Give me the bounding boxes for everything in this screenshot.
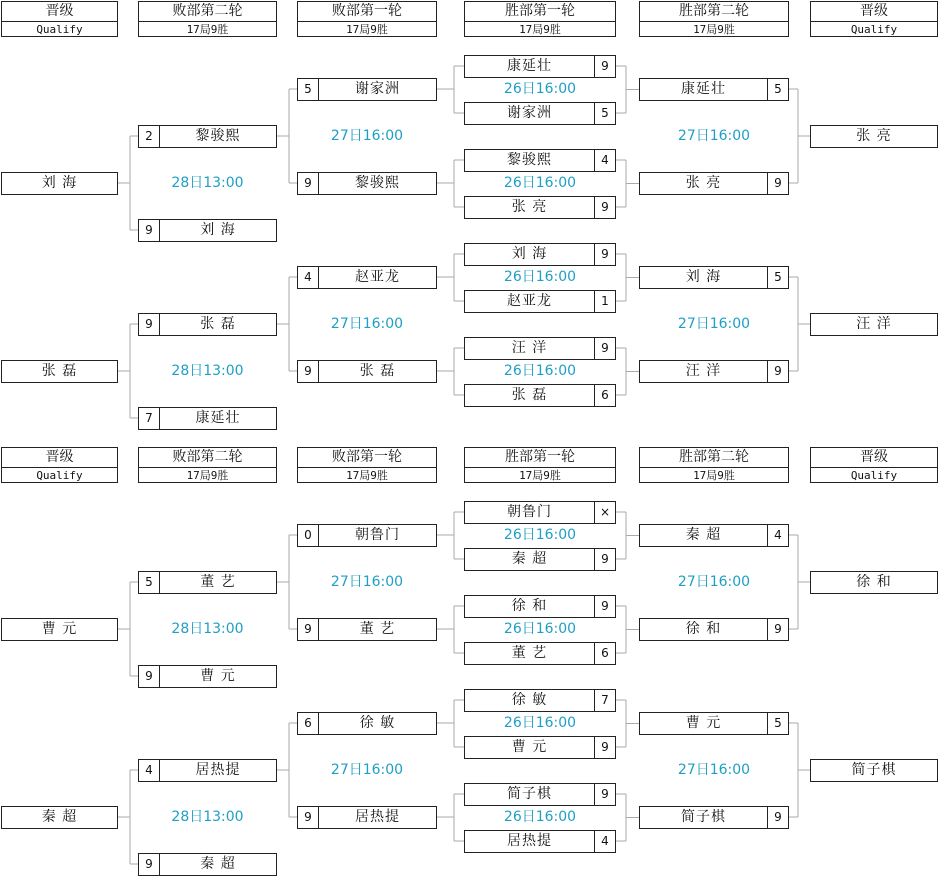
player-name: 曹 元 xyxy=(511,739,548,755)
round-header xyxy=(297,1,437,37)
round-title: 败部第二轮 xyxy=(139,2,276,22)
loser-qualifier[interactable] xyxy=(1,360,118,383)
match-time: 27日16:00 xyxy=(330,128,404,144)
player-name: 刘 海 xyxy=(511,246,548,262)
match-time: 28日13:00 xyxy=(171,809,244,825)
winner-r1-match2-top[interactable] xyxy=(464,783,616,806)
player-name: 张 磊 xyxy=(359,363,396,379)
match-time: 28日13:00 xyxy=(171,363,244,379)
match-time: 28日13:00 xyxy=(171,621,244,637)
loser-r1-bottom[interactable] xyxy=(297,172,437,195)
player-name: 董 艺 xyxy=(511,645,548,661)
match-time: 26日16:00 xyxy=(503,809,577,825)
score-cell: 2 xyxy=(139,126,160,147)
score-cell: 5 xyxy=(767,79,788,100)
player-name: 秦 超 xyxy=(41,809,78,825)
player-name: 秦 超 xyxy=(511,551,548,567)
round-header xyxy=(138,447,277,483)
score-cell: 9 xyxy=(139,666,160,687)
score-cell: 7 xyxy=(139,408,160,429)
round-subtitle: 17局9胜 xyxy=(186,469,229,482)
winner-r1-match2-bottom[interactable] xyxy=(464,830,616,853)
score-cell: 5 xyxy=(767,713,788,734)
loser-r1-top[interactable] xyxy=(297,524,437,547)
score-cell: 9 xyxy=(594,338,615,359)
player-name: 曹 元 xyxy=(685,715,722,731)
round-header xyxy=(810,1,938,37)
score-cell: 4 xyxy=(139,760,160,781)
score-cell: 9 xyxy=(298,173,319,194)
winner-r2-bottom[interactable] xyxy=(639,172,789,195)
player-name: 黎骏熙 xyxy=(355,175,400,191)
round-subtitle: 17局9胜 xyxy=(693,469,735,482)
score-cell: 4 xyxy=(298,267,319,288)
score-cell: 9 xyxy=(767,173,788,194)
score-cell: 1 xyxy=(594,291,615,312)
score-cell: 9 xyxy=(594,549,615,570)
match-time: 26日16:00 xyxy=(503,715,577,731)
round-header xyxy=(639,447,789,483)
player-name: 徐 敏 xyxy=(359,715,396,731)
winner-qualifier[interactable] xyxy=(810,125,938,148)
winner-r2-top[interactable] xyxy=(639,712,789,735)
loser-r2-top[interactable] xyxy=(138,571,277,594)
round-subtitle: Qualify xyxy=(850,23,898,36)
round-title: 晋级 xyxy=(2,2,117,22)
player-name: 张 亮 xyxy=(511,199,548,215)
score-cell: 9 xyxy=(767,619,788,640)
score-cell: 6 xyxy=(594,385,615,406)
round-subtitle: 17局9胜 xyxy=(693,23,735,36)
round-title: 胜部第二轮 xyxy=(640,448,788,468)
match-time: 26日16:00 xyxy=(503,269,577,285)
score-cell: 5 xyxy=(139,572,160,593)
player-name: 张 亮 xyxy=(685,175,722,191)
player-name: 朝鲁门 xyxy=(507,504,552,520)
score-cell: 9 xyxy=(594,784,615,805)
score-cell: 9 xyxy=(594,244,615,265)
winner-r1-match2-bottom[interactable] xyxy=(464,384,616,407)
winner-r1-match1-bottom[interactable] xyxy=(464,548,616,571)
winner-r1-match1-top[interactable] xyxy=(464,243,616,266)
loser-r2-bottom[interactable] xyxy=(138,665,277,688)
winner-r1-match2-top[interactable] xyxy=(464,149,616,172)
loser-qualifier[interactable] xyxy=(1,806,118,829)
score-cell: 9 xyxy=(139,220,160,241)
loser-r2-bottom[interactable] xyxy=(138,219,277,242)
winner-r2-bottom[interactable] xyxy=(639,360,789,383)
loser-r1-bottom[interactable] xyxy=(297,360,437,383)
player-name: 赵亚龙 xyxy=(507,293,552,309)
round-title: 晋级 xyxy=(811,448,937,468)
round-title: 晋级 xyxy=(2,448,117,468)
loser-r1-bottom[interactable] xyxy=(297,618,437,641)
round-header xyxy=(464,1,616,37)
loser-r2-bottom[interactable] xyxy=(138,853,277,876)
player-name: 康延壮 xyxy=(195,410,241,426)
score-cell: 4 xyxy=(594,150,615,171)
round-title: 败部第一轮 xyxy=(298,448,436,468)
player-name: 朝鲁门 xyxy=(355,527,400,543)
player-name: 康延壮 xyxy=(681,81,726,97)
player-name: 秦 超 xyxy=(685,527,722,543)
player-name: 刘 海 xyxy=(685,269,722,285)
score-cell: 9 xyxy=(298,619,319,640)
player-name: 徐 和 xyxy=(685,621,722,637)
score-cell: 5 xyxy=(594,103,615,124)
player-name: 张 磊 xyxy=(511,387,548,403)
player-name: 徐 和 xyxy=(856,574,892,590)
player-name: 曹 元 xyxy=(200,668,236,684)
score-cell: 5 xyxy=(767,267,788,288)
score-cell: 9 xyxy=(139,854,160,875)
round-subtitle: 17局9胜 xyxy=(519,23,561,36)
loser-qualifier[interactable] xyxy=(1,618,118,641)
score-cell: 0 xyxy=(298,525,319,546)
player-name: 简子棋 xyxy=(851,762,897,778)
player-name: 汪 洋 xyxy=(685,363,722,379)
round-title: 晋级 xyxy=(811,2,937,22)
player-name: 刘 海 xyxy=(200,222,236,238)
player-name: 徐 和 xyxy=(511,598,548,614)
winner-r1-match2-top[interactable] xyxy=(464,595,616,618)
match-time: 26日16:00 xyxy=(503,175,577,191)
match-time: 27日16:00 xyxy=(330,574,404,590)
winner-r1-match1-top[interactable] xyxy=(464,689,616,712)
loser-r2-top[interactable] xyxy=(138,759,277,782)
winner-r1-match1-top[interactable] xyxy=(464,55,616,78)
loser-r2-top[interactable] xyxy=(138,125,277,148)
player-name: 谢家洲 xyxy=(355,81,400,97)
loser-qualifier[interactable] xyxy=(1,172,118,195)
score-cell: 4 xyxy=(767,525,788,546)
winner-r1-match1-bottom[interactable] xyxy=(464,102,616,125)
match-time: 27日16:00 xyxy=(677,128,751,144)
player-name: 简子棋 xyxy=(681,809,726,825)
player-name: 张 磊 xyxy=(200,316,236,332)
round-subtitle: 17局9胜 xyxy=(519,469,561,482)
player-name: 居热提 xyxy=(507,833,552,849)
player-name: 刘 海 xyxy=(41,175,78,191)
loser-r1-top[interactable] xyxy=(297,78,437,101)
match-time: 26日16:00 xyxy=(503,621,577,637)
player-name: 康延壮 xyxy=(507,58,552,74)
winner-r1-match1-bottom[interactable] xyxy=(464,736,616,759)
winner-r1-match2-top[interactable] xyxy=(464,337,616,360)
score-cell: 4 xyxy=(594,831,615,852)
score-cell: 9 xyxy=(298,361,319,382)
round-title: 胜部第一轮 xyxy=(465,2,615,22)
player-name: 张 磊 xyxy=(41,363,78,379)
round-header xyxy=(1,447,118,483)
round-subtitle: 17局9胜 xyxy=(186,23,229,36)
winner-r2-top[interactable] xyxy=(639,78,789,101)
winner-r1-match2-bottom[interactable] xyxy=(464,642,616,665)
player-name: 简子棋 xyxy=(507,786,552,802)
round-header xyxy=(297,447,437,483)
loser-r2-top[interactable] xyxy=(138,313,277,336)
round-header xyxy=(138,1,277,37)
round-title: 胜部第二轮 xyxy=(640,2,788,22)
score-cell: 9 xyxy=(594,197,615,218)
winner-qualifier[interactable] xyxy=(810,759,938,782)
player-name: 曹 元 xyxy=(41,621,78,637)
match-time: 27日16:00 xyxy=(330,762,404,778)
player-name: 董 艺 xyxy=(200,574,236,590)
winner-r1-match1-top[interactable] xyxy=(464,501,616,524)
score-cell: 9 xyxy=(139,314,160,335)
player-name: 谢家洲 xyxy=(507,105,552,121)
player-name: 黎骏熙 xyxy=(507,152,552,168)
round-title: 胜部第一轮 xyxy=(465,448,615,468)
winner-r1-match2-bottom[interactable] xyxy=(464,196,616,219)
player-name: 徐 敏 xyxy=(511,692,548,708)
player-name: 赵亚龙 xyxy=(355,269,400,285)
player-name: 董 艺 xyxy=(359,621,396,637)
loser-r1-top[interactable] xyxy=(297,712,437,735)
round-subtitle: Qualify xyxy=(36,23,83,36)
player-name: 汪 洋 xyxy=(856,316,892,332)
winner-r2-bottom[interactable] xyxy=(639,806,789,829)
winner-qualifier[interactable] xyxy=(810,313,938,336)
score-cell: 9 xyxy=(767,361,788,382)
score-cell: 6 xyxy=(594,643,615,664)
round-header xyxy=(639,1,789,37)
match-time: 26日16:00 xyxy=(503,81,577,97)
round-header xyxy=(1,1,118,37)
loser-r1-bottom[interactable] xyxy=(297,806,437,829)
winner-r1-match1-bottom[interactable] xyxy=(464,290,616,313)
score-cell: 6 xyxy=(298,713,319,734)
score-cell: 7 xyxy=(594,690,615,711)
close-icon: × xyxy=(594,502,615,523)
winner-r2-top[interactable] xyxy=(639,266,789,289)
match-time: 27日16:00 xyxy=(677,316,751,332)
round-header xyxy=(464,447,616,483)
loser-r2-bottom[interactable] xyxy=(138,407,277,430)
round-subtitle: Qualify xyxy=(850,469,898,482)
score-cell: 9 xyxy=(594,56,615,77)
round-subtitle: Qualify xyxy=(36,469,83,482)
round-title: 败部第一轮 xyxy=(298,2,436,22)
round-header xyxy=(810,447,938,483)
match-time: 27日16:00 xyxy=(677,762,751,778)
player-name: 秦 超 xyxy=(200,856,236,872)
score-cell: 9 xyxy=(594,737,615,758)
score-cell: 9 xyxy=(594,596,615,617)
round-subtitle: 17局9胜 xyxy=(346,469,388,482)
score-cell: 9 xyxy=(298,807,319,828)
score-cell: 9 xyxy=(767,807,788,828)
match-time: 27日16:00 xyxy=(677,574,751,590)
winner-qualifier[interactable] xyxy=(810,571,938,594)
winner-r2-bottom[interactable] xyxy=(639,618,789,641)
score-cell: 5 xyxy=(298,79,319,100)
loser-r1-top[interactable] xyxy=(297,266,437,289)
round-subtitle: 17局9胜 xyxy=(346,23,388,36)
round-title: 败部第二轮 xyxy=(139,448,276,468)
player-name: 居热提 xyxy=(195,762,241,778)
match-time: 26日16:00 xyxy=(503,363,577,379)
player-name: 张 亮 xyxy=(856,128,892,144)
player-name: 黎骏熙 xyxy=(195,128,241,144)
match-time: 27日16:00 xyxy=(330,316,404,332)
player-name: 汪 洋 xyxy=(511,340,548,356)
match-time: 26日16:00 xyxy=(503,527,577,543)
winner-r2-top[interactable] xyxy=(639,524,789,547)
player-name: 居热提 xyxy=(355,809,400,825)
match-time: 28日13:00 xyxy=(171,175,244,191)
